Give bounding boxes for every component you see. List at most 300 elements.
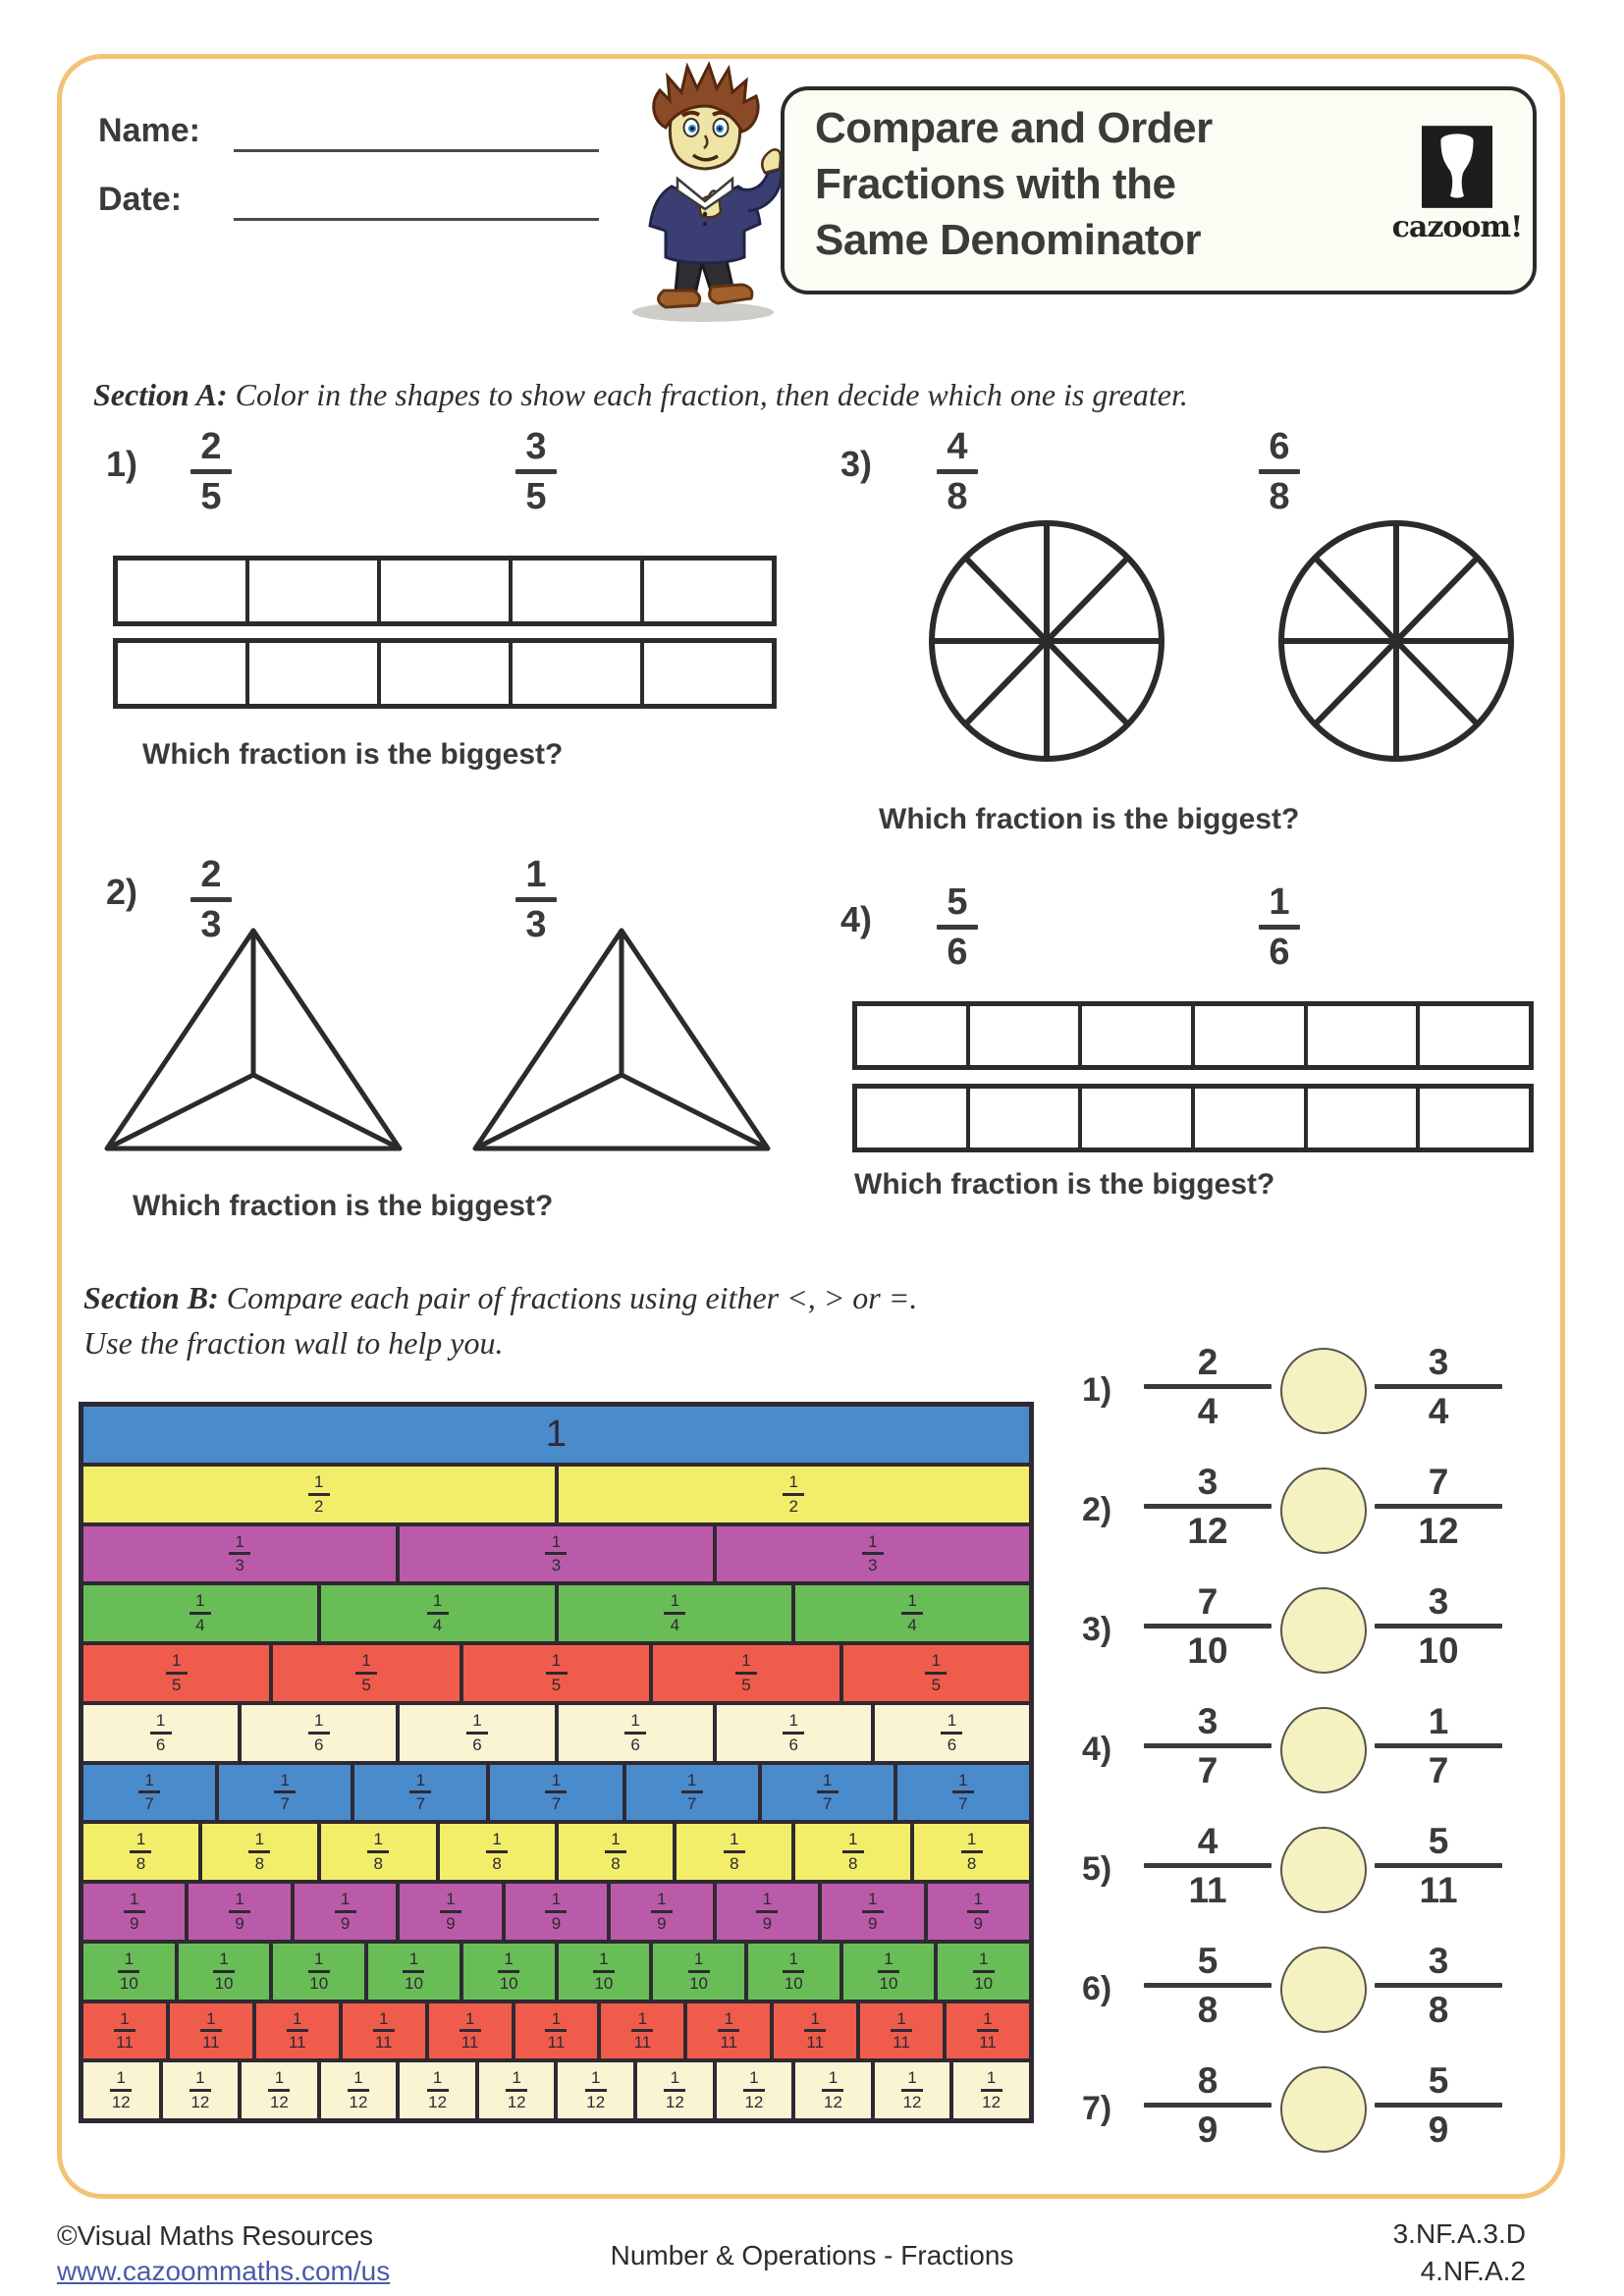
problem-4-question: Which fraction is the biggest?	[854, 1168, 1275, 1201]
fraction-wall-row	[83, 1407, 1029, 1467]
comparison-right-fraction	[1375, 1943, 1502, 2028]
wall-fraction-part: 1	[144, 1770, 154, 1789]
wall-fraction-part: 5	[171, 1675, 182, 1694]
wall-fraction-part	[308, 1732, 330, 1735]
wall-fraction-label	[862, 1891, 884, 1933]
wall-fraction-part: 1	[907, 2068, 917, 2088]
wall-fraction-part: 1	[235, 1531, 244, 1551]
wall-fraction-label	[348, 2069, 369, 2111]
wall-fraction-label	[200, 2010, 222, 2053]
wall-fraction-part	[229, 1552, 250, 1555]
wall-fraction-part: 1	[415, 1770, 426, 1789]
wall-fraction-part: 9	[551, 1913, 562, 1933]
wall-fraction-part: 1	[551, 2008, 562, 2028]
fraction-strip-diagram[interactable]	[852, 1001, 1534, 1070]
wall-fraction-part: 7	[686, 1794, 697, 1814]
wall-fraction-part	[335, 1910, 356, 1913]
fraction-wall-cell	[559, 1824, 677, 1880]
strip-cell[interactable]	[1420, 1006, 1529, 1065]
wall-fraction-part: 10	[974, 1973, 994, 1993]
fraction-bar	[1375, 1504, 1502, 1509]
fraction-wall-row	[83, 2062, 1029, 2118]
comparison-problem-number: 7)	[1082, 2090, 1112, 2127]
wall-fraction-label	[783, 1950, 804, 1993]
wall-fraction-part: 1	[978, 1949, 989, 1968]
fraction-denominator: 3	[525, 903, 547, 945]
wall-fraction-part	[585, 2089, 607, 2092]
fraction-bar	[1259, 925, 1300, 930]
wall-fraction-part	[427, 2089, 449, 2092]
wall-fraction-part: 1	[788, 1710, 798, 1730]
wall-fraction-part	[981, 2089, 1002, 2092]
wall-fraction-part: 2	[788, 1496, 798, 1516]
strip-cell[interactable]	[249, 561, 381, 621]
fraction-wall-cell	[717, 1526, 1029, 1582]
wall-fraction-part: 1	[828, 2068, 839, 2088]
wall-fraction-part: 1	[599, 1949, 609, 1968]
fraction-numerator: 3	[1197, 1462, 1218, 1502]
wall-fraction-part: 12	[982, 2093, 1001, 2112]
wall-fraction-part: 4	[195, 1616, 205, 1635]
problem-3-question: Which fraction is the biggest?	[879, 803, 1300, 835]
wall-fraction-part: 1	[378, 2008, 389, 2028]
wall-fraction-part: 3	[235, 1556, 244, 1575]
fraction-wall-cell	[219, 1765, 354, 1821]
fraction-numerator: 4	[947, 426, 968, 467]
section-b-heading-line2	[83, 1325, 504, 1362]
wall-fraction-part	[973, 1970, 995, 1973]
footer-website-link[interactable]: www.cazoommaths.com/us	[57, 2256, 391, 2286]
wall-fraction-label	[878, 1950, 899, 1993]
strip-cell[interactable]	[1420, 1089, 1529, 1148]
comparison-left-fraction	[1144, 1464, 1272, 1549]
wall-fraction-part: 1	[907, 1591, 917, 1611]
wall-fraction-label	[631, 2010, 653, 2053]
wall-fraction-label	[973, 1950, 995, 1993]
wall-fraction-part: 1	[512, 2068, 521, 2088]
wall-fraction-label	[688, 1950, 710, 1993]
name-input-line[interactable]	[234, 149, 599, 152]
wall-fraction-label	[189, 1592, 211, 1634]
strip-cell[interactable]	[857, 1006, 970, 1065]
fraction-numerator: 3	[1428, 1342, 1449, 1382]
strip-cell[interactable]	[1308, 1006, 1421, 1065]
wall-fraction-part	[466, 1732, 488, 1735]
fraction-wall-cell	[83, 1765, 219, 1821]
fraction-bar	[1375, 1743, 1502, 1748]
fraction-wall-cell	[273, 1645, 462, 1701]
wall-fraction-part: 9	[762, 1913, 773, 1933]
answer-circle[interactable]	[1280, 1947, 1367, 2033]
wall-fraction-label	[545, 2010, 567, 2053]
wall-fraction-part	[545, 1790, 567, 1793]
strip-cell[interactable]	[118, 643, 249, 704]
wall-fraction-part	[941, 1732, 962, 1735]
wall-fraction-part: 1	[116, 2068, 127, 2088]
fraction-wall-cell	[843, 1645, 1029, 1701]
fraction-bar	[515, 897, 557, 902]
wall-fraction-part: 9	[235, 1913, 244, 1933]
comparison-left-fraction	[1144, 1344, 1272, 1429]
fraction-wall	[79, 1402, 1034, 2123]
comparison-left-fraction	[1144, 1823, 1272, 1908]
wall-fraction-part: 6	[788, 1735, 798, 1754]
strip-cell[interactable]	[1082, 1089, 1195, 1148]
wall-fraction-part: 11	[633, 2033, 652, 2053]
fraction-wall-cell	[256, 2003, 343, 2059]
wall-fraction-part	[248, 1850, 270, 1853]
fraction-wall-cell	[515, 2003, 602, 2059]
wall-fraction-part	[546, 1672, 568, 1675]
wall-fraction-label	[783, 1712, 804, 1754]
wall-fraction-part	[486, 1850, 508, 1853]
wall-fraction-part	[862, 1552, 884, 1555]
wall-fraction-part: 1	[741, 1651, 751, 1671]
comparison-problem-number: 3)	[1082, 1611, 1112, 1648]
wall-fraction-label	[735, 1652, 757, 1694]
wall-fraction-part	[118, 1970, 139, 1973]
fraction-bar	[1144, 2103, 1272, 2108]
fraction-wall-cell	[83, 1705, 242, 1761]
wall-fraction-part	[460, 2029, 481, 2032]
fraction-wall-cell	[822, 1884, 927, 1940]
section-a-label: Section A:	[93, 377, 228, 412]
wall-fraction-part: 12	[111, 2093, 131, 2112]
wall-fraction-label	[409, 1772, 431, 1814]
footer-topic: Number & Operations - Fractions	[610, 2240, 1014, 2270]
fraction-wall-cell	[490, 1765, 625, 1821]
strip-cell[interactable]	[118, 561, 249, 621]
answer-circle[interactable]	[1280, 1587, 1367, 1674]
wall-fraction-part: 1	[724, 2008, 734, 2028]
fraction-wall-cell	[83, 1824, 202, 1880]
fraction-wall-cell	[717, 1705, 875, 1761]
wall-fraction-label	[124, 1891, 145, 1933]
wall-fraction-part: 1	[896, 2008, 906, 2028]
wall-fraction-part: 1	[235, 1890, 244, 1909]
problem-4-number: 4)	[840, 899, 873, 939]
fraction-strip-diagram[interactable]	[113, 556, 777, 626]
strip-cell[interactable]	[381, 561, 513, 621]
fraction-denominator: 4	[1428, 1390, 1449, 1431]
fraction-wall-cell	[843, 1944, 939, 2000]
wall-fraction-part	[200, 2029, 222, 2032]
fraction-circle-diagram[interactable]	[1276, 518, 1516, 764]
fraction-bar	[190, 469, 232, 474]
answer-circle[interactable]	[1280, 1827, 1367, 1913]
wall-fraction-label	[783, 1473, 804, 1516]
wall-fraction-part: 1	[124, 1949, 135, 1968]
fraction-triangle-diagram[interactable]	[469, 925, 774, 1155]
comparison-right-fraction	[1375, 1583, 1502, 1669]
title-line: Fractions with the	[815, 160, 1176, 209]
fraction-wall-cell	[687, 2003, 774, 2059]
wall-fraction-part	[308, 1970, 330, 1973]
comparison-left-fraction	[1144, 1703, 1272, 1789]
wall-fraction-part: 1	[551, 1770, 562, 1789]
comparison-right-fraction	[1375, 1823, 1502, 1908]
wall-fraction-label	[506, 2069, 527, 2111]
wall-fraction-part	[878, 1970, 899, 1973]
fraction-wall-row	[83, 1467, 1029, 1526]
strip-cell[interactable]	[1082, 1006, 1195, 1065]
wall-fraction-part: 12	[507, 2093, 526, 2112]
wall-fraction-part: 1	[254, 1830, 265, 1849]
wall-fraction-part	[743, 2089, 765, 2092]
wall-fraction-label	[308, 1473, 330, 1516]
wall-fraction-part	[817, 1790, 839, 1793]
problem-3-fraction-right	[1259, 428, 1300, 515]
fraction-wall-cell	[242, 1705, 400, 1761]
fraction-numerator: 6	[1269, 426, 1290, 467]
wall-fraction-part: 1	[749, 2068, 759, 2088]
wall-fraction-part: 1	[129, 1890, 139, 1909]
comparison-row	[1070, 1935, 1532, 2045]
wall-fraction-label	[952, 1772, 974, 1814]
wall-fraction-label	[498, 1950, 519, 1993]
fraction-wall-row	[83, 1585, 1029, 1645]
wall-fraction-part: 1	[868, 1531, 878, 1551]
fraction-wall-cell	[914, 1824, 1029, 1880]
fraction-wall-cell	[83, 1467, 559, 1522]
fraction-denominator: 4	[1197, 1390, 1218, 1431]
wall-fraction-label	[268, 2069, 290, 2111]
strip-cell[interactable]	[1195, 1006, 1308, 1065]
wall-fraction-label	[664, 2069, 685, 2111]
wall-fraction-label	[545, 1533, 567, 1575]
mascot-shadow	[632, 302, 774, 322]
strip-cell[interactable]	[249, 643, 381, 704]
fraction-wall-cell	[559, 1467, 1030, 1522]
strip-cell[interactable]	[513, 561, 644, 621]
fraction-wall-cell	[83, 1407, 1029, 1463]
mascot-shoe	[710, 285, 752, 303]
fraction-circle-diagram[interactable]	[927, 518, 1166, 764]
strip-cell[interactable]	[857, 1089, 970, 1148]
fraction-wall-cell	[273, 1944, 368, 2000]
wall-fraction-part	[664, 1612, 685, 1615]
fraction-wall-cell	[83, 2062, 163, 2118]
wall-fraction-part	[150, 1732, 172, 1735]
wall-fraction-part	[688, 1970, 710, 1973]
wall-fraction-label	[189, 2069, 211, 2111]
fraction-denominator: 12	[1418, 1510, 1459, 1551]
wall-fraction-part: 4	[432, 1616, 443, 1635]
fraction-numerator: 3	[1197, 1701, 1218, 1741]
wall-fraction-label	[229, 1891, 250, 1933]
fraction-wall-cell	[938, 1944, 1029, 2000]
fraction-numerator: 1	[525, 854, 547, 895]
fraction-wall-cell	[637, 2062, 717, 2118]
comparison-left-fraction	[1144, 1583, 1272, 1669]
comparison-right-fraction	[1375, 2062, 1502, 2148]
fraction-strip-diagram[interactable]	[852, 1084, 1534, 1152]
wall-fraction-part	[804, 2029, 826, 2032]
wall-fraction-part	[110, 2089, 132, 2092]
wall-fraction-part	[718, 2029, 739, 2032]
section-b-heading	[83, 1280, 917, 1316]
comparison-row	[1070, 1336, 1532, 1446]
fraction-bar	[1144, 1504, 1272, 1509]
mascot-shoe	[658, 291, 699, 307]
wall-fraction-part: 7	[551, 1794, 562, 1814]
mascot-boy-illustration	[607, 57, 803, 324]
wall-fraction-part	[545, 1910, 567, 1913]
wall-fraction-part: 6	[947, 1735, 957, 1754]
wall-fraction-part: 11	[374, 2033, 393, 2053]
wall-fraction-part: 1	[195, 1591, 205, 1611]
fraction-wall-row	[83, 2003, 1029, 2063]
wall-fraction-part	[783, 1732, 804, 1735]
wall-fraction-part: 1	[810, 2008, 820, 2028]
wall-fraction-part: 1	[884, 1949, 893, 1968]
wall-fraction-label	[605, 1831, 626, 1873]
wall-fraction-label	[114, 2010, 135, 2053]
fraction-triangle-diagram[interactable]	[101, 925, 406, 1155]
fraction-wall-cell	[83, 1884, 189, 1940]
answer-circle[interactable]	[1280, 1707, 1367, 1793]
wall-fraction-part: 1	[670, 1591, 680, 1611]
wall-fraction-label	[118, 1950, 139, 1993]
date-input-line[interactable]	[234, 218, 599, 221]
fraction-numerator: 2	[200, 426, 222, 467]
strip-cell[interactable]	[644, 643, 772, 704]
wall-fraction-label	[373, 2010, 395, 2053]
fraction-bar	[1144, 1863, 1272, 1868]
fraction-wall-cell	[400, 1884, 505, 1940]
fraction-bar	[1144, 1743, 1272, 1748]
wall-fraction-part: 1	[931, 1651, 942, 1671]
wall-fraction-part	[308, 1493, 330, 1496]
strip-cell[interactable]	[381, 643, 513, 704]
wall-fraction-part: 11	[116, 2033, 134, 2053]
strip-cell[interactable]	[1195, 1089, 1308, 1148]
problem-2-number: 2)	[106, 872, 138, 912]
wall-fraction-part: 1	[314, 1710, 324, 1730]
wall-fraction-part	[274, 1790, 296, 1793]
strip-cell[interactable]	[970, 1089, 1083, 1148]
section-b-instructions: Compare each pair of fractions using either <, > or =.	[218, 1280, 918, 1315]
strip-cell[interactable]	[644, 561, 772, 621]
answer-circle[interactable]	[1280, 1468, 1367, 1554]
wall-fraction-label	[460, 2010, 481, 2053]
wall-fraction-part	[842, 1850, 864, 1853]
section-a-heading	[93, 377, 1188, 413]
fraction-numerator: 5	[947, 881, 968, 923]
answer-circle[interactable]	[1280, 2066, 1367, 2153]
answer-circle[interactable]	[1280, 1348, 1367, 1434]
fraction-wall-cell	[295, 1884, 400, 1940]
wall-fraction-label	[403, 1950, 424, 1993]
wall-fraction-part	[724, 1850, 745, 1853]
fraction-wall-cell	[400, 1526, 716, 1582]
wall-fraction-part: 11	[202, 2033, 220, 2053]
fraction-wall-cell	[202, 1824, 321, 1880]
fraction-wall-cell	[601, 2003, 687, 2059]
wall-fraction-part: 10	[784, 1973, 803, 1993]
wall-fraction-label	[901, 1592, 923, 1634]
fraction-wall-row	[83, 1645, 1029, 1705]
wall-fraction-part	[213, 1970, 235, 1973]
fraction-wall-cell	[875, 1705, 1029, 1761]
wall-fraction-label	[901, 2069, 923, 2111]
fraction-numerator: 5	[1197, 1941, 1218, 1981]
wall-fraction-label	[724, 1831, 745, 1873]
wall-fraction-part: 8	[966, 1854, 977, 1874]
wall-fraction-label	[308, 1950, 330, 1993]
wall-fraction-part	[735, 1672, 757, 1675]
fraction-wall-cell	[463, 1645, 653, 1701]
strip-cell[interactable]	[513, 643, 644, 704]
problem-3-number: 3)	[840, 444, 873, 484]
wall-fraction-part: 1	[947, 1710, 957, 1730]
wall-fraction-part: 1	[788, 1949, 798, 1968]
fraction-bar	[1375, 1863, 1502, 1868]
wall-fraction-part: 5	[741, 1675, 751, 1694]
fraction-bar	[1375, 1624, 1502, 1629]
wall-fraction-part: 11	[288, 2033, 306, 2053]
wall-fraction-label	[274, 1772, 296, 1814]
wall-fraction-part	[498, 1970, 519, 1973]
fraction-wall-cell	[558, 2062, 637, 2118]
fraction-wall-cell	[179, 1944, 274, 2000]
strip-cell[interactable]	[1308, 1089, 1421, 1148]
page-title	[815, 100, 1404, 269]
wall-fraction-part	[605, 1850, 626, 1853]
fraction-denominator: 8	[947, 475, 968, 517]
wall-fraction-part: 1	[504, 1949, 514, 1968]
wall-fraction-part: 1	[868, 1890, 878, 1909]
fraction-wall-cell	[897, 1765, 1029, 1821]
fraction-wall-cell	[774, 2003, 860, 2059]
fraction-numerator: 3	[525, 426, 547, 467]
wall-fraction-part: 1	[314, 1471, 324, 1491]
wall-fraction-part: 12	[269, 2093, 289, 2112]
wall-fraction-part: 1	[670, 2068, 680, 2088]
wall-fraction-part: 6	[630, 1735, 640, 1754]
wall-fraction-part	[189, 1612, 211, 1615]
fraction-wall-cell	[83, 1944, 179, 2000]
fraction-numerator: 5	[1428, 1821, 1449, 1861]
fraction-wall-cell	[368, 1944, 463, 2000]
wall-fraction-part: 1	[591, 2068, 601, 2088]
fraction-denominator: 8	[1269, 475, 1290, 517]
comparison-left-fraction	[1144, 1943, 1272, 2028]
wall-fraction-part: 4	[670, 1616, 680, 1635]
wall-fraction-part	[664, 2089, 685, 2092]
wall-fraction-part	[427, 1612, 449, 1615]
comparison-row	[1070, 1815, 1532, 1925]
fraction-bar	[515, 469, 557, 474]
wall-fraction-part	[409, 1790, 431, 1793]
wall-fraction-part: 1	[762, 1890, 773, 1909]
wall-fraction-label	[166, 1652, 188, 1694]
wall-fraction-part: 4	[907, 1616, 917, 1635]
wall-fraction-part	[756, 1910, 778, 1913]
fraction-bar	[1144, 1624, 1272, 1629]
wall-fraction-label	[546, 1652, 568, 1694]
wall-fraction-label	[961, 1831, 983, 1873]
fraction-wall-cell	[83, 2003, 170, 2059]
fraction-strip-diagram[interactable]	[113, 638, 777, 709]
fraction-wall-cell	[83, 1526, 400, 1582]
wall-fraction-part	[348, 2089, 369, 2092]
wall-fraction-part: 1	[958, 1770, 968, 1789]
title-line: Compare and Order	[815, 104, 1213, 152]
fraction-denominator: 11	[1188, 1869, 1227, 1910]
strip-cell[interactable]	[970, 1006, 1083, 1065]
fraction-wall-cell	[677, 1824, 795, 1880]
